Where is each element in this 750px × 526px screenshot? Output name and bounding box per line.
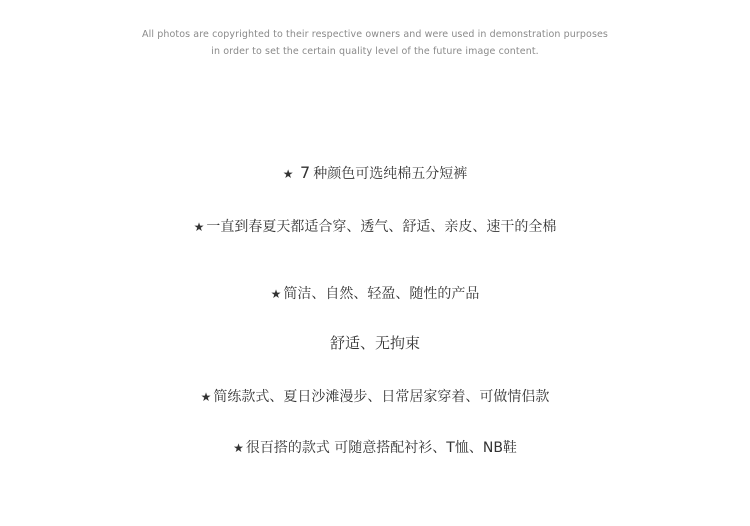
feature-colors — [0, 163, 750, 183]
feature-style-text: 简洁、自然、轻盈、随性的产品 — [283, 286, 480, 302]
feature-style — [0, 283, 750, 303]
feature-usage-text: 简练款式、夏日沙滩漫步、日常居家穿着、可做情侣款 — [213, 389, 550, 405]
star-icon: ★ — [193, 220, 205, 234]
feature-season-text: 一直到春夏天都适合穿、透气、舒适、亲皮、速干的全棉 — [206, 219, 557, 235]
feature-colors-text: 种颜色可选纯棉五分短裤 — [313, 166, 468, 182]
feature-season — [0, 216, 750, 236]
star-icon: ★ — [282, 167, 294, 181]
feature-comfort: 舒适、无拘束 — [329, 334, 420, 352]
star-icon: ★ — [270, 287, 282, 301]
feature-matching — [0, 437, 750, 457]
feature-matching-text: 很百搭的款式 可随意搭配衬衫、T恤、NB鞋 — [245, 440, 517, 456]
star-icon: ★ — [233, 441, 244, 455]
feature-usage — [0, 386, 750, 406]
disclaimer-line-2: in order to set the certain quality level of the future image content. — [211, 46, 539, 57]
feature-colors-number: 7 — [300, 163, 311, 182]
disclaimer-line-1: All photos are copyrighted to their respective owners and were used in demonstration purposes — [142, 29, 608, 40]
star-icon: ★ — [200, 390, 212, 404]
